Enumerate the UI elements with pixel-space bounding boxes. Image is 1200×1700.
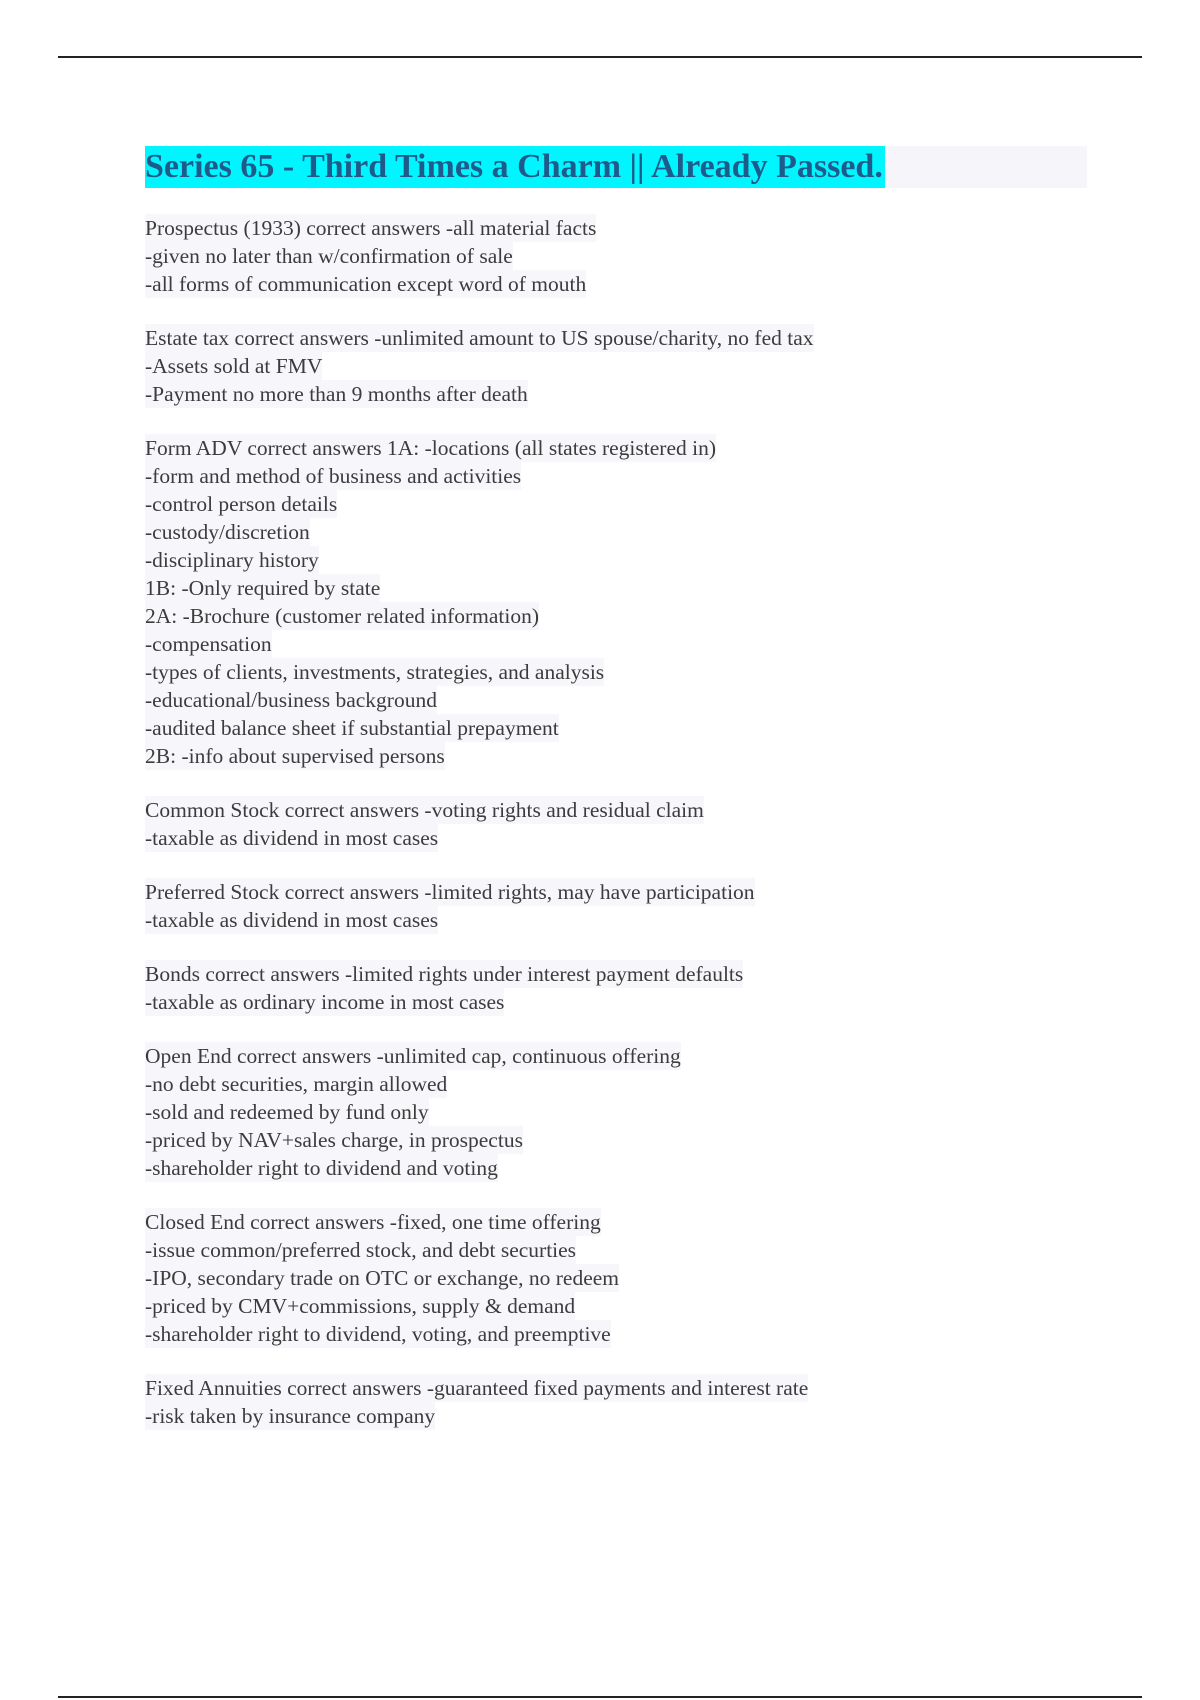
flashcard-entry <box>145 434 1105 770</box>
entry-answer-line: -given no later than w/confirmation of sale <box>145 244 513 268</box>
entry-answer-line: -disciplinary history <box>145 548 319 572</box>
entry-answer-line: -priced by NAV+sales charge, in prospectus <box>145 1128 523 1152</box>
entry-question-line: Open End correct answers -unlimited cap, continuous offering <box>145 1044 681 1068</box>
entry-answer-line: -compensation <box>145 632 272 656</box>
document-body <box>145 214 1105 1456</box>
entry-answer-line: -educational/business background <box>145 688 437 712</box>
entry-answer-line: -IPO, secondary trade on OTC or exchange, no redeem <box>145 1266 620 1290</box>
flashcard-entry <box>145 214 1105 298</box>
entry-answer-line: -control person details <box>145 492 338 516</box>
entry-question-line: Form ADV correct answers 1A: -locations (all states registered in) <box>145 436 716 460</box>
flashcard-entry <box>145 796 1105 852</box>
entry-answer-line: -shareholder right to dividend, voting, and preemptive <box>145 1322 611 1346</box>
flashcard-entry <box>145 324 1105 408</box>
entry-answer-line: -Payment no more than 9 months after death <box>145 382 528 406</box>
entry-question-line: Closed End correct answers -fixed, one time offering <box>145 1210 601 1234</box>
entry-answer-line: -taxable as dividend in most cases <box>145 908 439 932</box>
entry-question-line: Fixed Annuities correct answers -guaranteed fixed payments and interest rate <box>145 1376 809 1400</box>
entry-answer-line: 2A: -Brochure (customer related information) <box>145 604 540 628</box>
flashcard-entry <box>145 1042 1105 1182</box>
entry-answer-line: 1B: -Only required by state <box>145 576 381 600</box>
entry-answer-line: -Assets sold at FMV <box>145 354 323 378</box>
flashcard-entry <box>145 1374 1105 1430</box>
entry-answer-line: -form and method of business and activities <box>145 464 522 488</box>
entry-answer-line: -taxable as dividend in most cases <box>145 826 439 850</box>
entry-question-line: Estate tax correct answers -unlimited amount to US spouse/charity, no fed tax <box>145 326 814 350</box>
entry-answer-line: -no debt securities, margin allowed <box>145 1072 448 1096</box>
entry-answer-line: -custody/discretion <box>145 520 310 544</box>
entry-answer-line: -sold and redeemed by fund only <box>145 1100 429 1124</box>
footer-rule <box>58 1696 1142 1698</box>
flashcard-entry <box>145 878 1105 934</box>
flashcard-entry <box>145 1208 1105 1348</box>
entry-answer-line: -types of clients, investments, strategies, and analysis <box>145 660 605 684</box>
title-band <box>145 146 1087 188</box>
entry-answer-line: -all forms of communication except word of mouth <box>145 272 587 296</box>
entry-answer-line: -taxable as ordinary income in most cases <box>145 990 505 1014</box>
entry-answer-line: -issue common/preferred stock, and debt securties <box>145 1238 577 1262</box>
entry-question-line: Prospectus (1933) correct answers -all material facts <box>145 216 597 240</box>
entry-answer-line: -risk taken by insurance company <box>145 1404 436 1428</box>
entry-question-line: Bonds correct answers -limited rights under interest payment defaults <box>145 962 744 986</box>
header-rule <box>58 56 1142 58</box>
entry-answer-line: -priced by CMV+commissions, supply & demand <box>145 1294 576 1318</box>
document-title: Series 65 - Third Times a Charm || Already Passed. <box>145 146 885 188</box>
flashcard-entry <box>145 960 1105 1016</box>
entry-question-line: Common Stock correct answers -voting rights and residual claim <box>145 798 704 822</box>
entry-answer-line: -audited balance sheet if substantial prepayment <box>145 716 559 740</box>
entry-question-line: Preferred Stock correct answers -limited rights, may have participation <box>145 880 755 904</box>
entry-answer-line: 2B: -info about supervised persons <box>145 744 445 768</box>
entry-answer-line: -shareholder right to dividend and voting <box>145 1156 498 1180</box>
